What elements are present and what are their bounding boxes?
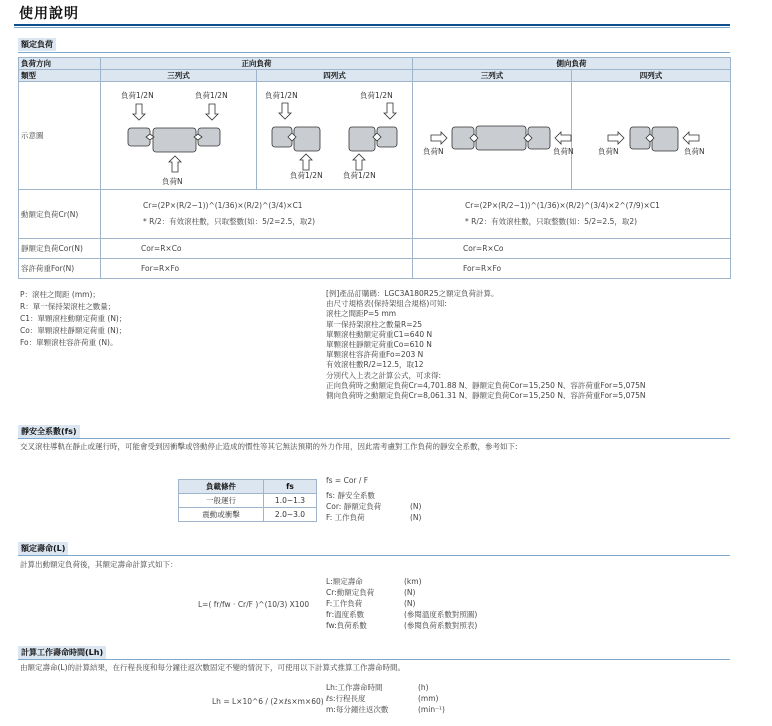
life-legend-line: fw:負荷系數 (參閱負荷系數對照表) [326, 621, 478, 630]
diagram-three-row-side [431, 126, 571, 150]
label-half-n-2: 負荷1/2N [195, 91, 228, 100]
example-line: 單顆滾柱容許荷重Fo=203 N [326, 350, 424, 360]
section-heading-life: 額定壽命(L) [18, 542, 68, 555]
example-line: 單顆滾柱動額定荷重C1=640 N [326, 329, 433, 339]
example-line: 由尺寸規格表(保持架組合規格)可知: [326, 299, 447, 309]
work-life-legend-line: ℓs:行程長度 (mm) [326, 694, 439, 703]
fs-formula: fs = Cor / F [326, 476, 369, 485]
definition-item: P：滾柱之間距 (mm)； [20, 290, 100, 299]
row-label-dynamic: 動額定負荷Cr(N) [19, 190, 101, 239]
allow-formula-side: For=R×Fo [413, 259, 731, 279]
life-legend-line: L:額定壽命 (km) [326, 577, 422, 586]
example-line: [例]產品訂購碼：LGC3A180R25之額定負荷計算。 [326, 289, 499, 298]
definition-item: R：單一保持架滾柱之數量； [20, 302, 116, 311]
fs-legend-line: Cor: 靜額定負荷 (N) [326, 502, 422, 511]
section-heading-rated-load: 額定負荷 [18, 38, 56, 51]
header-four-row-fwd: 四列式 [257, 70, 413, 82]
life-legend-line: Cr:動額定負荷 (N) [326, 588, 416, 597]
load-diagrams [0, 0, 772, 300]
label-half-n-4: 負荷1/2N [360, 91, 393, 100]
load-table-header [179, 480, 317, 494]
example-line: 正向負荷時之動額定負荷Cr=4,701.88 N、靜額定負荷Cor=15,250 N、容許荷重For=5,075N [326, 380, 646, 390]
life-formula: L=( fr/fw · Cr/F )^(10/3) X100 [198, 600, 310, 609]
label-half-n-3: 負荷1/2N [265, 91, 298, 100]
fs-legend-line: fs: 靜安全系數 [326, 491, 375, 500]
label-n-3: 負荷N [553, 147, 574, 156]
row-label-allowable: 容許荷重For(N) [19, 259, 101, 279]
header-side-load: 側向負荷 [413, 58, 731, 70]
fs-legend-line: F: 工作負荷 (N) [326, 513, 422, 522]
example-line: 分別代入上表之計算公式，可求得: [326, 370, 442, 380]
life-legend [326, 576, 477, 631]
label-half-n-5: 負荷1/2N [290, 171, 323, 180]
static-safety-desc: 交叉滾柱導軌在靜止或運行時，可能會受到因衝擊或啓動停止造成的慣性等其它無法預期的外力作用，因此需考慮對工作負荷的靜安全系數，參考如下: [20, 442, 518, 451]
load-cell: 1.0~1.3 [264, 494, 317, 508]
header-four-row-side: 四列式 [572, 70, 731, 82]
definition-item: Co：單顆滾柱靜額定荷重 (N)； [20, 326, 127, 335]
dyn-formula-side: Cr=(2P×(R/2−1))^(1/36)×(R/2)^(3/4)×2^(7/9)×C1 [465, 201, 660, 210]
load-header-condition: 負載條件 [179, 480, 264, 494]
definition-item: C1：單顆滾柱動額定荷重 (N)； [20, 314, 127, 323]
dyn-note-side: * R/2：有效滾柱數，只取整數(如：5/2=2.5，取2) [465, 217, 638, 226]
section-heading-work-life: 計算工作壽命時間(Lh) [18, 646, 106, 659]
work-life-formula: Lh = L×10^6 / (2×ℓs×m×60) [212, 697, 324, 706]
load-table-row [179, 494, 317, 508]
load-condition-table [178, 479, 317, 522]
diagram-four-row-forward [272, 103, 397, 170]
static-formula-fwd: Cor=R×Co [101, 239, 413, 259]
dyn-formula-fwd: Cr=(2P×(R/2−1))^(1/36)×(R/2)^(3/4)×C1 [143, 201, 303, 210]
header-three-row-side: 三列式 [413, 70, 572, 82]
load-cell: 震動或衝擊 [179, 508, 264, 522]
header-forward-load: 正向負荷 [101, 58, 413, 70]
example-line: 側向負荷時之動額定負荷Cr=8,061.31 N、靜額定負荷Cor=15,250 N、容許荷重For=5,075N [326, 391, 646, 401]
dyn-note-fwd: * R/2：有效滾柱數，只取整數(如：5/2=2.5，取2) [143, 217, 316, 226]
row-label-diagram: 示意圖 [19, 82, 101, 190]
example-line: 有效滾柱數R/2=12.5，取12 [326, 360, 424, 370]
static-formula-side: Cor=R×Co [413, 239, 731, 259]
header-load-direction: 負荷方向 [19, 58, 101, 70]
label-n-1: 負荷N [162, 177, 183, 186]
work-life-legend-line: Lh:工作壽命時間 (h) [326, 683, 429, 692]
life-legend-line: fr:溫度系數 (參閱溫度系數對照圖) [326, 610, 478, 619]
row-label-static: 靜額定負荷Cor(N) [19, 239, 101, 259]
example-block [326, 289, 646, 401]
header-three-row-fwd: 三列式 [101, 70, 257, 82]
load-table-row [179, 508, 317, 522]
label-n-4: 負荷N [598, 147, 619, 156]
label-n-2: 負荷N [423, 147, 444, 156]
example-line: 單一保持架滾柱之數量R=25 [326, 319, 423, 329]
work-life-legend-line: m:每分鐘往返次數 (min⁻¹) [326, 705, 445, 714]
label-n-5: 負荷N [684, 147, 705, 156]
work-life-legend [326, 682, 445, 715]
definitions [20, 289, 126, 349]
section-rule [18, 659, 730, 660]
section-heading-static-safety: 靜安全系數(fs) [18, 425, 80, 438]
diagram-three-row-forward [128, 104, 220, 172]
header-type: 類型 [19, 70, 101, 82]
life-legend-line: F:工作負荷 (N) [326, 599, 416, 608]
load-cell: 2.0~3.0 [264, 508, 317, 522]
fs-legend [326, 490, 421, 523]
label-half-n-6: 負荷1/2N [343, 171, 376, 180]
work-life-desc: 由額定壽命(L)的計算結果，在行程長度和每分鐘往返次數固定不變的情況下，可使用以下計算式推算工作壽命時間。 [20, 663, 406, 672]
page-title: 使用說明 [19, 6, 79, 22]
life-desc: 計算出動額定負荷後，其額定壽命計算式如下： [20, 560, 178, 569]
allow-formula-fwd: For=R×Fo [101, 259, 413, 279]
label-half-n-1: 負荷1/2N [121, 91, 154, 100]
section-rule [18, 438, 730, 439]
example-line: 單顆滾柱靜額定荷重Co=610 N [326, 340, 432, 350]
load-cell: 一般運行 [179, 494, 264, 508]
load-header-fs: fs [264, 480, 317, 494]
definition-item: Fo：單顆滾柱容許荷重 (N)。 [20, 338, 118, 347]
section-rule [18, 555, 730, 556]
example-line: 滾柱之間距P=5 mm [326, 309, 397, 319]
